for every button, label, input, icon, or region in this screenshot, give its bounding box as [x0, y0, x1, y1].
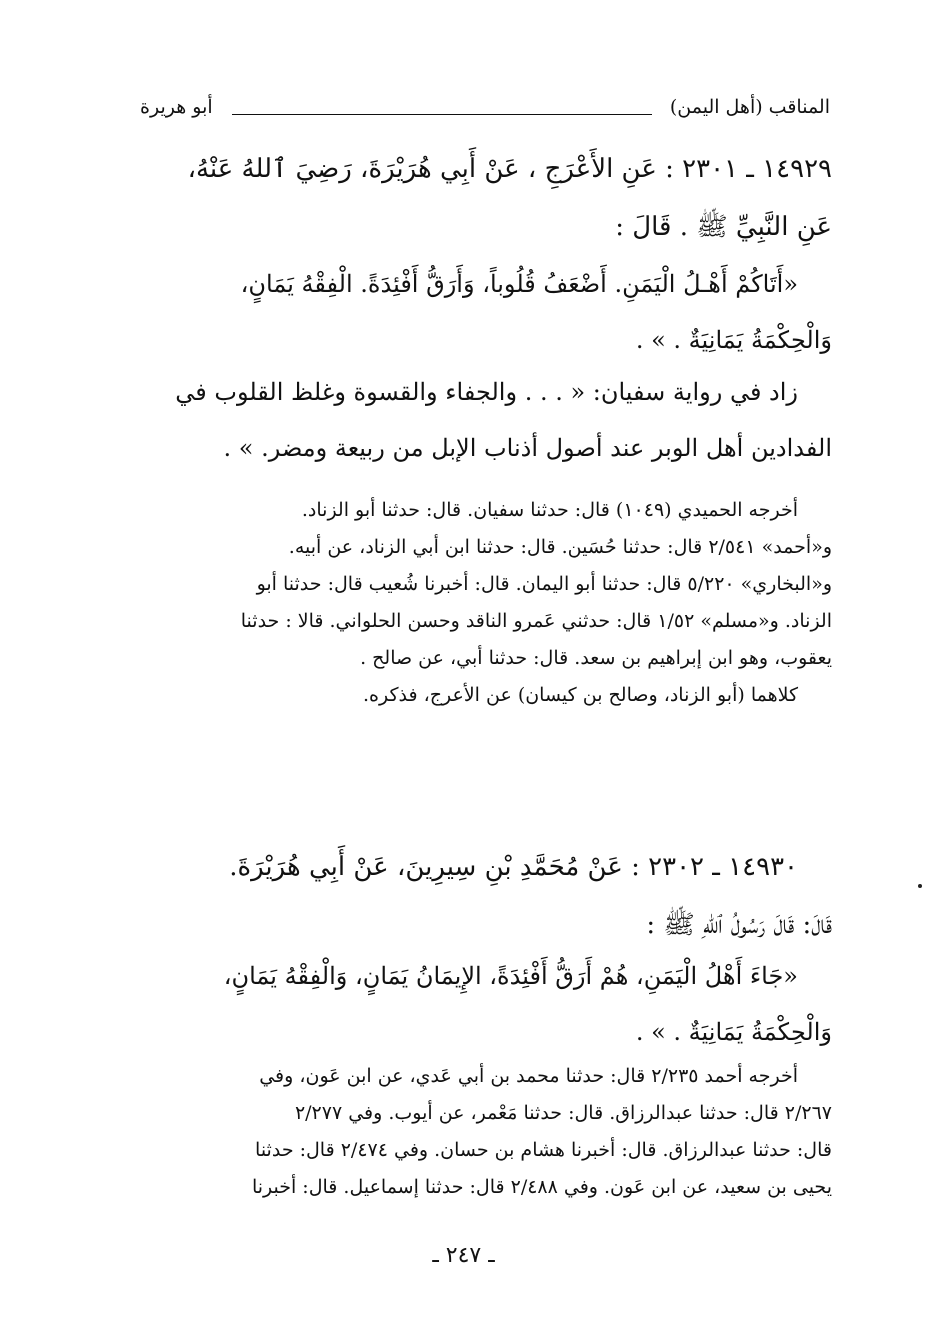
takhrij-line: أخرجه الحميدي (١٠٤٩) قال: حدثنا سفيان. قال: حدثنا أبو الزناد.: [301, 499, 798, 521]
page-number: [0, 1243, 927, 1268]
takhrij-line: يعقوب، وهو ابن إبراهيم بن سعد. قال: حدثنا أبي، عن صالح .: [360, 647, 832, 669]
hadith-14929-intro: [132, 140, 832, 256]
takhrij-line: أخرجه أحمد ٢/٢٣٥ قال: حدثنا محمد بن أبي عَدي، عن ابن عَون، وفي: [259, 1065, 798, 1087]
page-number-text: ـ ٢٤٧ ـ: [432, 1243, 495, 1268]
takhrij-line: قال: حدثنا عبدالرزاق. قال: أخبرنا هشام بن حسان. وفي ٢/٤٧٤ قال: حدثنا: [255, 1139, 832, 1161]
hadith-line: عَنِ النَّبِيِّ ﷺ . قَالَ :: [615, 212, 832, 242]
takhrij-line: ٢/٢٦٧ قال: حدثنا عبدالرزاق. قال: حدثنا مَعْمر، عن أيوب. وفي ٢/٢٧٧: [294, 1102, 832, 1124]
takhrij-line: و«أحمد» ٢/٥٤١ قال: حدثنا حُسَين. قال: حدثنا ابن أبي الزناد، عن أبيه.: [288, 536, 832, 558]
takhrij-line: يحيى بن سعيد، عن ابن عَون. وفي ٢/٤٨٨ قال: حدثنا إسماعيل. قال: أخبرنا: [251, 1176, 832, 1198]
takhrij-line: كلاهما (أبو الزناد، وصالح بن كيسان) عن الأعرج، فذكره.: [362, 684, 798, 706]
hadith-14929-takhrij: [132, 492, 832, 714]
hadith-line: زاد في رواية سفيان: « . . . والجفاء والقسوة وغلظ القلوب في: [175, 378, 798, 406]
hadith-14929-text: [132, 256, 832, 368]
section-title: المناقب (أهل اليمن): [669, 96, 830, 118]
hadith-line: ١٤٩٢٩ ـ ٢٣٠١ : عَنِ الأَعْرَجِ ، عَنْ أَبِي هُرَيْرَةَ، رَضِيَ ٱللهُ عَنْهُ،: [187, 154, 832, 184]
header-person: أبو هريرة: [140, 96, 213, 118]
hadith-line: «أَتَاكُمْ أَهْـلُ الْيَمَنِ. أَضْعَفُ قُلُوباً، وَأَرَقُّ أَفْئِدَةً. الْفِقْهُ يَمَانٍ،: [240, 270, 798, 298]
scan-speck: [918, 884, 922, 888]
hadith-14930-text: [132, 948, 832, 1060]
takhrij-line: و«البخاري» ٥/٢٢٠ قال: حدثنا أبو اليمان. قال: أخبرنا شُعيب قال: حدثنا أبو: [256, 573, 832, 595]
running-header: [140, 96, 830, 130]
hadith-line: الفدادين أهل الوبر عند أصول أذناب الإبل من ربيعة ومضر. » .: [223, 434, 832, 462]
hadith-14930-takhrij: [132, 1058, 832, 1206]
hadith-line: قَالَ: قَالَ رَسُولُ ٱللهِ ﷺ :: [646, 910, 832, 940]
hadith-14929-addition: [132, 364, 832, 476]
hadith-line: وَالْحِكْمَةُ يَمَانِيَةٌ . » .: [635, 1018, 832, 1046]
hadith-line: ١٤٩٣٠ ـ ٢٣٠٢ : عَنْ مُحَمَّدِ بْنِ سِيرِينَ، عَنْ أَبِي هُرَيْرَةَ.: [229, 852, 798, 882]
hadith-14930-intro: [132, 838, 832, 954]
hadith-line: وَالْحِكْمَةُ يَمَانِيَةٌ . » .: [635, 326, 832, 354]
hadith-line: «جَاءَ أَهْلُ الْيَمَنِ، هُمْ أَرَقُّ أَفْئِدَةً، الإِيمَانُ يَمَانٍ، وَالْفِقْهُ يَمَانٍ،: [223, 962, 798, 990]
header-rule: [232, 114, 652, 115]
takhrij-line: الزناد. و«مسلم» ١/٥٢ قال: حدثني عَمرو الناقد وحسن الحلواني. قالا : حدثنا: [240, 610, 832, 632]
